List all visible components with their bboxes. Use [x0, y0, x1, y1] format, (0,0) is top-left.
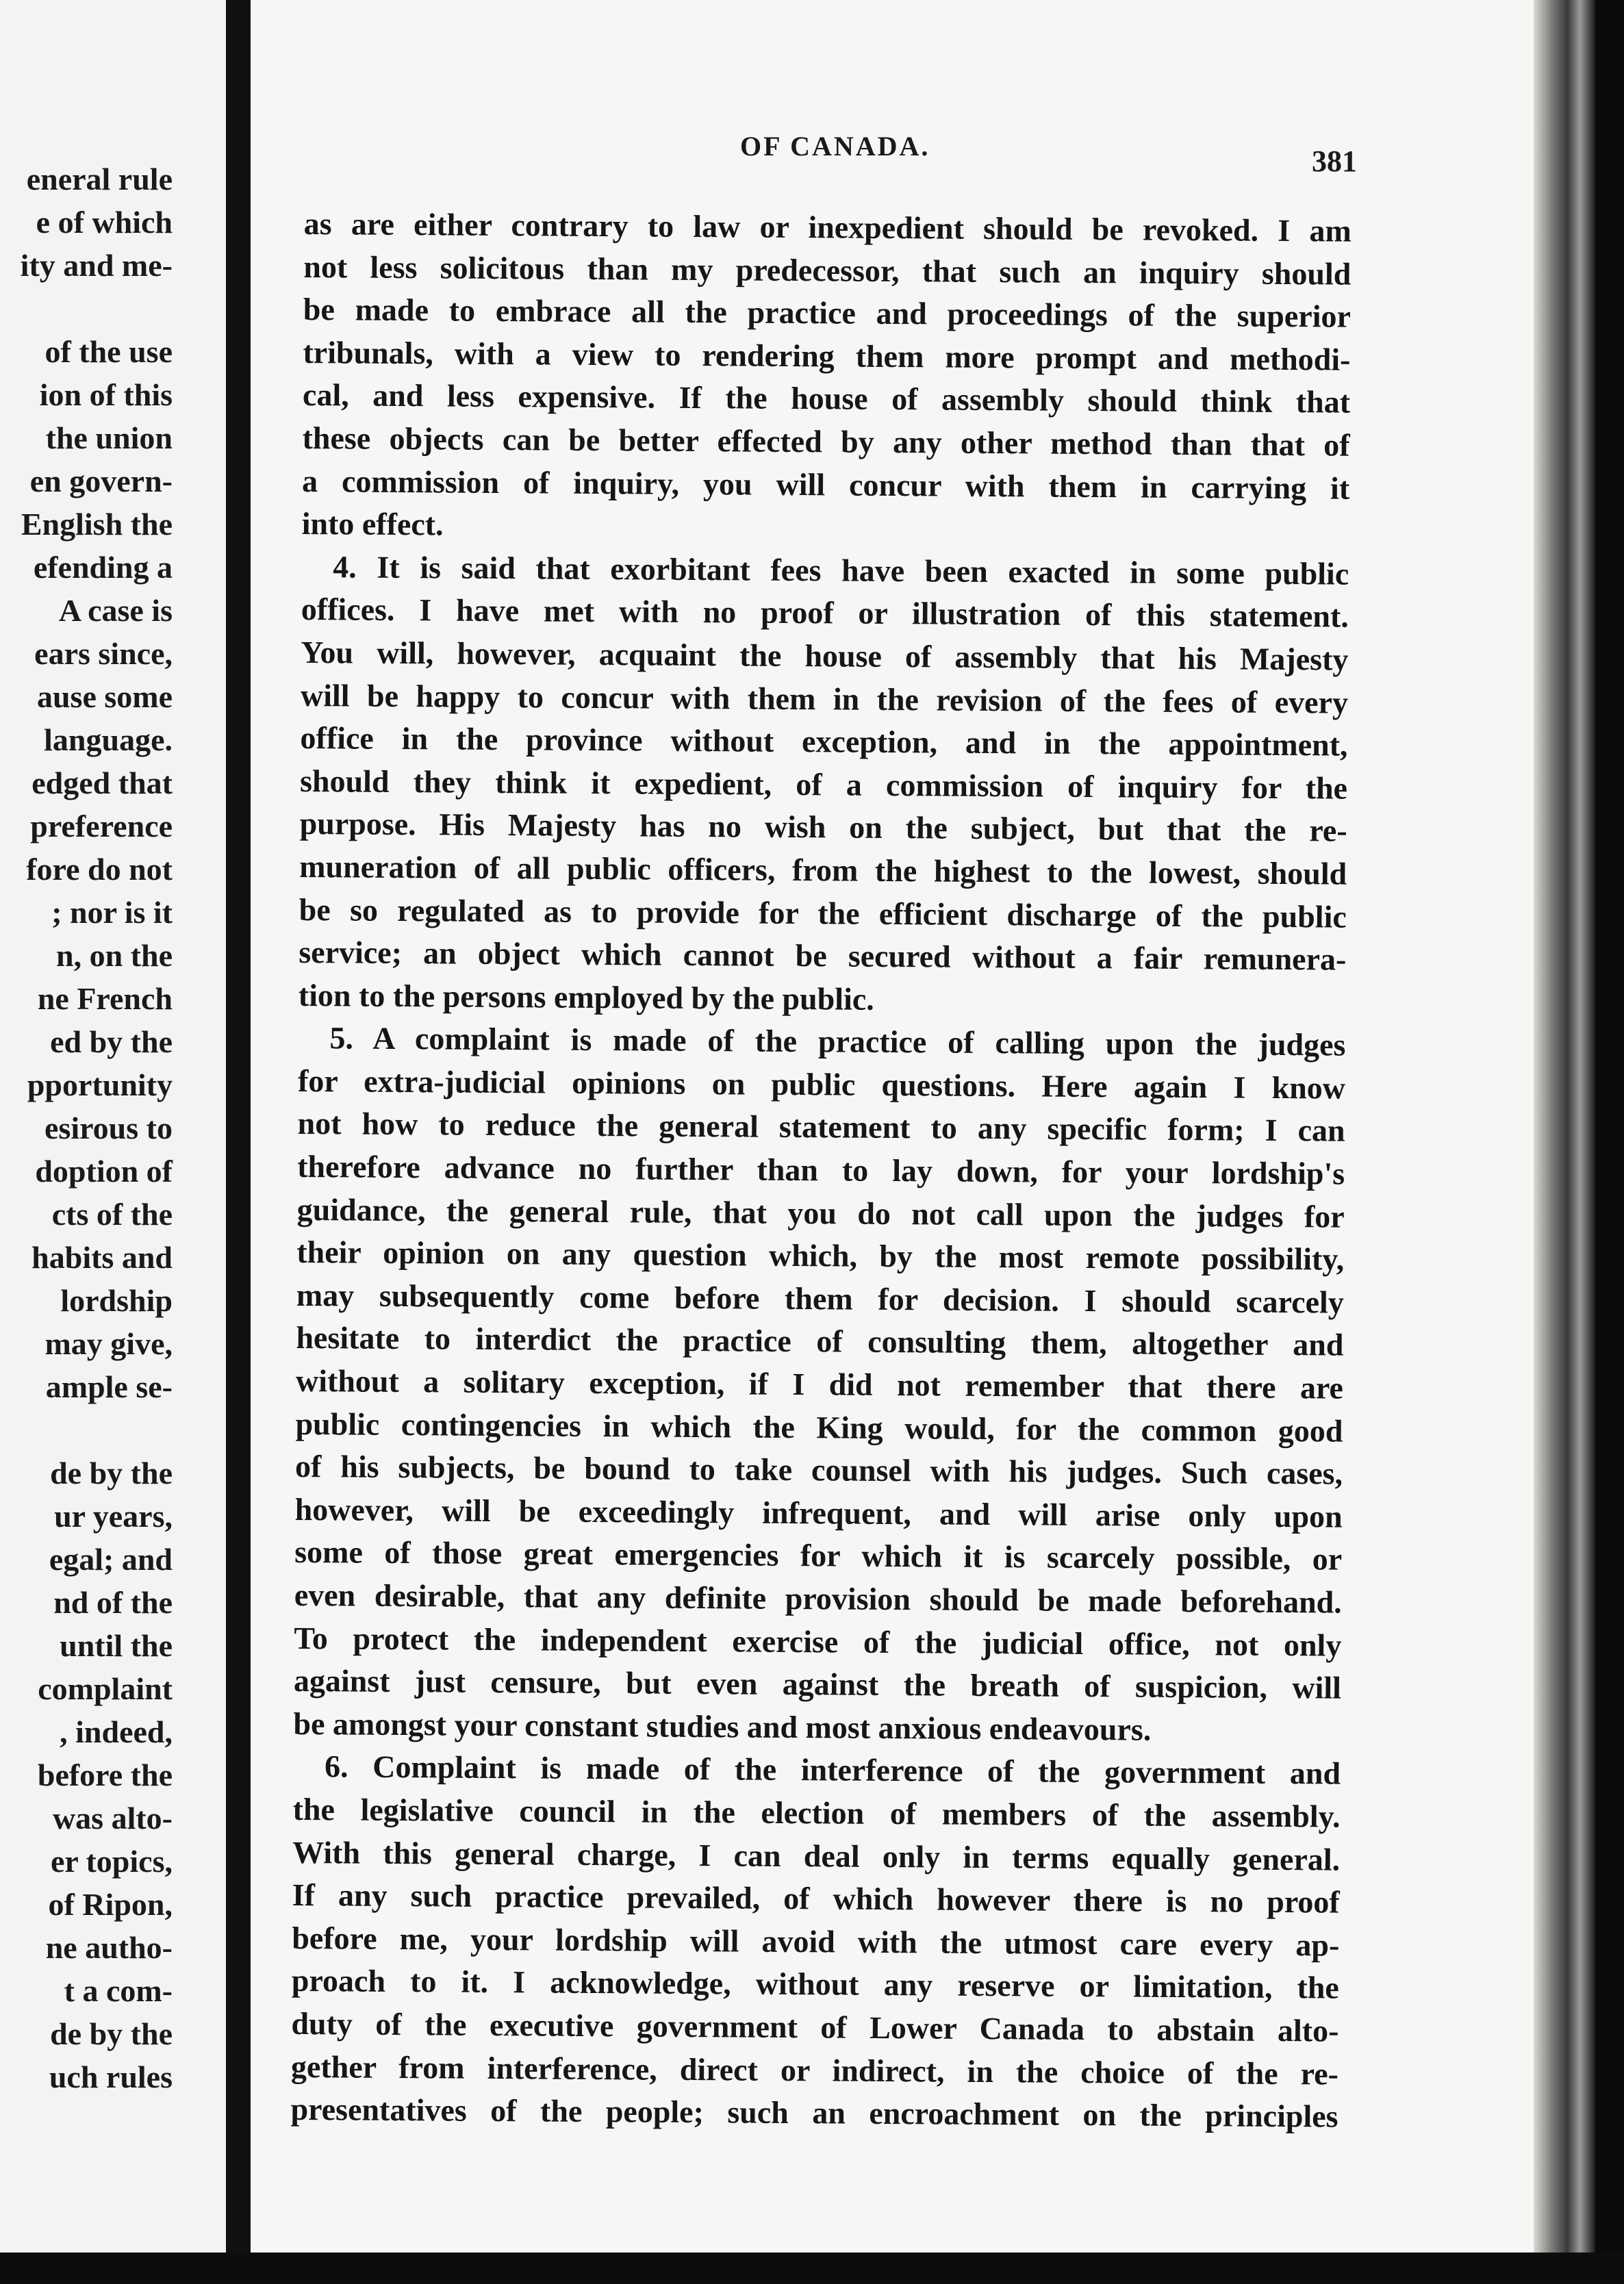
body-line: will be happy to concur with them in the revision of the fees of every	[300, 677, 1349, 720]
body-line: into effect.	[301, 506, 444, 542]
previous-page-line: de by the	[50, 1456, 173, 1490]
previous-page-line: habits and	[31, 1240, 173, 1275]
body-line: service; an object which cannot be secured without a fair remunera-	[299, 935, 1347, 977]
previous-page-line: ity and me-	[20, 248, 173, 283]
running-head: OF CANADA.	[740, 131, 930, 162]
body-line: these objects can be better effected by any other method than that of	[302, 420, 1350, 463]
page-number: 381	[1312, 144, 1357, 178]
body-line: be so regulated as to provide for the efficient discharge of the public	[299, 891, 1347, 935]
body-line: even desirable, that any definite provision should be made beforehand.	[294, 1577, 1342, 1620]
body-line: therefore advance no further than to lay down, for your lordship's	[296, 1149, 1345, 1191]
previous-page-line: A case is	[58, 593, 173, 628]
body-line: against just censure, but even against the breath of suspicion, will	[293, 1663, 1342, 1705]
book-gutter	[226, 0, 253, 2284]
previous-page-line	[0, 1408, 173, 1451]
body-line: as are either contrary to law or inexpedient should be revoked. I am	[303, 205, 1352, 249]
previous-page-text	[0, 157, 173, 2098]
body-line: offices. I have met with no proof or illustration of this statement.	[301, 592, 1349, 635]
previous-page-line: n, on the	[56, 938, 173, 973]
previous-page-line: esirous to	[45, 1111, 173, 1145]
body-line: be amongst your constant studies and most anxious endeavours.	[293, 1705, 1152, 1747]
body-line: however, will be exceedingly infrequent, and will arise only upon	[294, 1491, 1343, 1534]
previous-page-line: may give,	[45, 1326, 173, 1361]
previous-page-line: English the	[21, 507, 173, 542]
current-page	[251, 0, 1565, 2253]
body-line: not how to reduce the general statement to any specific form; I can	[297, 1106, 1345, 1149]
previous-page-line: t a com-	[64, 1973, 173, 2008]
previous-page-line: cts of the	[51, 1197, 173, 1232]
scan-bottom-border	[0, 2253, 1624, 2284]
body-line: of his subjects, be bound to take counsel with his judges. Such cases,	[294, 1449, 1343, 1491]
body-line: To protect the independent exercise of the judicial office, not only	[294, 1620, 1342, 1663]
body-line: without a solitary exception, if I did not remember that there are	[295, 1362, 1344, 1406]
body-line: a commission of inquiry, you will concur with them in carrying it	[301, 463, 1350, 506]
body-line: If any such practice prevailed, of which however there is no proof	[292, 1877, 1340, 1920]
body-line: be made to embrace all the practice and proceedings of the superior	[303, 292, 1352, 334]
body-line: With this general charge, I can deal only in terms equally general.	[292, 1834, 1341, 1877]
previous-page-line: doption of	[35, 1154, 173, 1189]
body-line: presentatives of the people; such an encroachment on the principles	[290, 2092, 1338, 2134]
previous-page-line: ; nor is it	[51, 895, 173, 930]
body-line: 4. It is said that exorbitant fees have been exacted in some public	[333, 549, 1349, 592]
previous-page-line: eneral rule	[26, 162, 173, 196]
previous-page-line: e of which	[36, 205, 173, 240]
body-line: muneration of all public officers, from the highest to the lowest, should	[299, 848, 1347, 891]
body-line: 5. A complaint is made of the practice of calling upon the judges	[329, 1020, 1346, 1063]
previous-page-line: efending a	[33, 550, 173, 585]
body-line: hesitate to interdict the practice of consulting them, altogether and	[296, 1320, 1344, 1363]
previous-page-line: language.	[44, 722, 173, 757]
body-line: their opinion on any question which, by the most remote possibility,	[296, 1234, 1345, 1277]
previous-page-line: ed by the	[50, 1024, 173, 1059]
body-line: before me, your lordship will avoid with the utmost care every ap-	[292, 1920, 1340, 1963]
body-line: for extra-judicial opinions on public questions. Here again I know	[297, 1063, 1346, 1106]
body-line: the legislative council in the election of members of the assembly.	[292, 1791, 1341, 1834]
body-line: duty of the executive government of Lower Canada to abstain alto-	[291, 2005, 1339, 2048]
previous-page-line: nd of the	[53, 1585, 173, 1620]
previous-page-line: was alto-	[52, 1801, 173, 1836]
body-text	[290, 203, 1352, 2138]
previous-page-line: ur years,	[54, 1499, 173, 1534]
previous-page-line: of Ripon,	[48, 1887, 173, 1922]
previous-page-line: ause some	[36, 679, 173, 714]
previous-page-line: before the	[37, 1758, 173, 1792]
previous-page-line: , indeed,	[60, 1714, 173, 1749]
previous-page-line: of the use	[45, 334, 173, 369]
previous-page-line: the union	[45, 420, 173, 455]
previous-page-line: ample se-	[45, 1369, 173, 1404]
page-edge-stack	[1534, 0, 1595, 2284]
previous-page-line: de by the	[50, 2016, 173, 2051]
previous-page-line: lordship	[60, 1283, 173, 1318]
previous-page-line: ion of this	[39, 377, 173, 412]
body-line: gether from interference, direct or indirect, in the choice of the re-	[290, 2048, 1339, 2092]
body-line: tion to the persons employed by the public.	[298, 977, 874, 1017]
body-line: may subsequently come before them for decision. I should scarcely	[296, 1277, 1345, 1320]
previous-page-line	[0, 287, 173, 330]
body-line: guidance, the general rule, that you do not call upon the judges for	[296, 1191, 1345, 1234]
body-line: should they think it expedient, of a commission of inquiry for the	[299, 763, 1348, 806]
previous-page-line: ears since,	[34, 636, 173, 671]
previous-page-line: complaint	[38, 1671, 173, 1706]
previous-page-line: ne French	[37, 981, 173, 1016]
previous-page-line: uch rules	[49, 2059, 173, 2094]
previous-page-line: edged that	[31, 765, 173, 800]
body-line: not less solicitous than my predecessor, that such an inquiry should	[303, 249, 1352, 292]
body-line: some of those great emergencies for which it is scarcely possible, or	[294, 1534, 1343, 1577]
body-line: You will, however, acquaint the house of assembly that his Majesty	[301, 634, 1349, 677]
previous-page-line: pportunity	[27, 1067, 173, 1102]
previous-page-line: ne autho-	[45, 1930, 173, 1965]
previous-page-line: fore do not	[26, 852, 173, 887]
body-line: cal, and less expensive. If the house of assembly should think that	[302, 377, 1351, 420]
previous-page	[0, 0, 242, 2259]
body-line: purpose. His Majesty has no wish on the subject, but that the re-	[299, 806, 1347, 848]
body-line: office in the province without exception, and in the appointment,	[300, 720, 1348, 763]
body-line: proach to it. I acknowledge, without any reserve or limitation, the	[291, 1963, 1340, 2005]
body-line: 6. Complaint is made of the interference of the government and	[324, 1749, 1341, 1791]
body-line: tribunals, with a view to rendering them more prompt and methodi-	[303, 334, 1351, 377]
body-line: public contingencies in which the King would, for the common good	[295, 1406, 1343, 1449]
previous-page-line: er topics,	[50, 1844, 173, 1879]
previous-page-line: preference	[30, 809, 173, 843]
previous-page-line: en govern-	[29, 464, 173, 498]
previous-page-line: until the	[60, 1628, 173, 1663]
previous-page-line: egal; and	[49, 1542, 173, 1577]
